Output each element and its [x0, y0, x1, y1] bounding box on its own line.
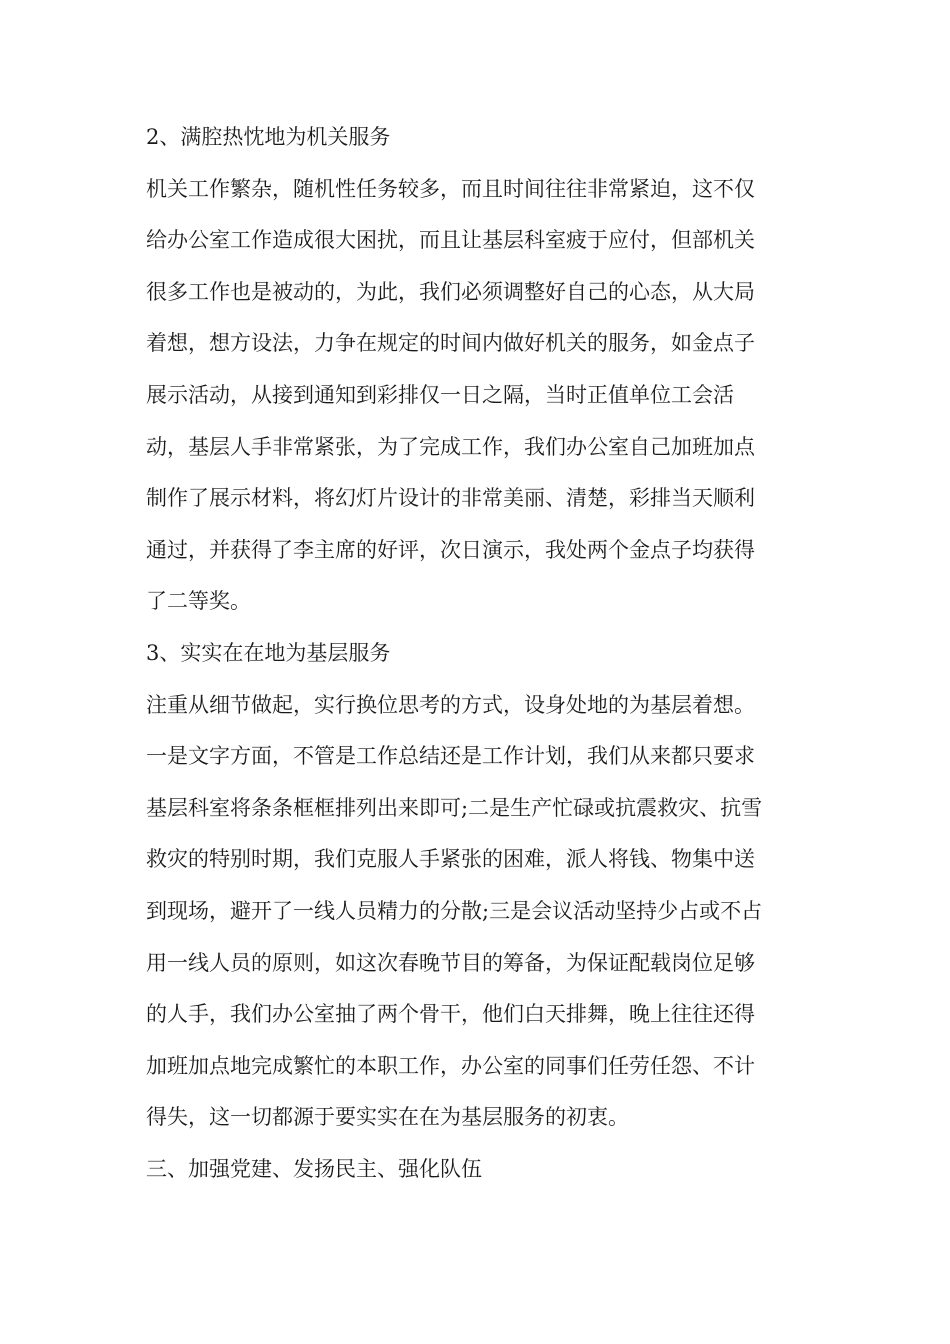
paragraph-line: 用一线人员的原则，如这次春晚节目的筹备，为保证配载岗位足够 — [146, 950, 755, 975]
section-heading-3: 3、实实在在地为基层服务 — [146, 640, 391, 665]
document-body — [146, 112, 806, 1195]
paragraph-line: 着想，想方设法，力争在规定的时间内做好机关的服务，如金点子 — [146, 331, 755, 356]
paragraph-line: 给办公室工作造成很大困扰，而且让基层科室疲于应付，但部机关 — [146, 228, 755, 253]
paragraph-line: 机关工作繁杂，随机性任务较多，而且时间往往非常紧迫，这不仅 — [146, 176, 755, 201]
section-heading-2: 2、满腔热忱地为机关服务 — [146, 125, 391, 149]
paragraph-line: 了二等奖。 — [146, 589, 251, 614]
paragraph-line: 很多工作也是被动的，为此，我们必须调整好自己的心态，从大局 — [146, 279, 755, 304]
paragraph-line: 得失，这一切都源于要实实在在为基层服务的初衷。 — [146, 1105, 629, 1130]
section-heading-three: 三、加强党建、发扬民主、强化队伍 — [146, 1156, 482, 1181]
paragraph-line: 加班加点地完成繁忙的本职工作，办公室的同事们任劳任怨、不计 — [146, 1053, 755, 1078]
paragraph-line: 基层科室将条条框框排列出来即可;二是生产忙碌或抗震救灾、抗雪 — [146, 795, 763, 820]
paragraph-line: 一是文字方面，不管是工作总结还是工作计划，我们从来都只要求 — [146, 744, 755, 769]
paragraph-line: 动，基层人手非常紧张，为了完成工作，我们办公室自己加班加点 — [146, 434, 755, 459]
paragraph-line: 救灾的特别时期，我们克服人手紧张的困难，派人将钱、物集中送 — [146, 847, 755, 872]
paragraph-line: 注重从细节做起，实行换位思考的方式，设身处地的为基层着想。 — [146, 692, 755, 717]
paragraph-line: 的人手，我们办公室抽了两个骨干，他们白天排舞，晚上往往还得 — [146, 1002, 755, 1027]
paragraph-line: 到现场，避开了一线人员精力的分散;三是会议活动坚持少占或不占 — [146, 898, 763, 923]
paragraph-line: 展示活动，从接到通知到彩排仅一日之隔，当时正值单位工会活 — [146, 382, 734, 407]
paragraph-line: 通过，并获得了李主席的好评，次日演示，我处两个金点子均获得 — [146, 537, 755, 562]
paragraph-line: 制作了展示材料，将幻灯片设计的非常美丽、清楚，彩排当天顺利 — [146, 486, 755, 511]
